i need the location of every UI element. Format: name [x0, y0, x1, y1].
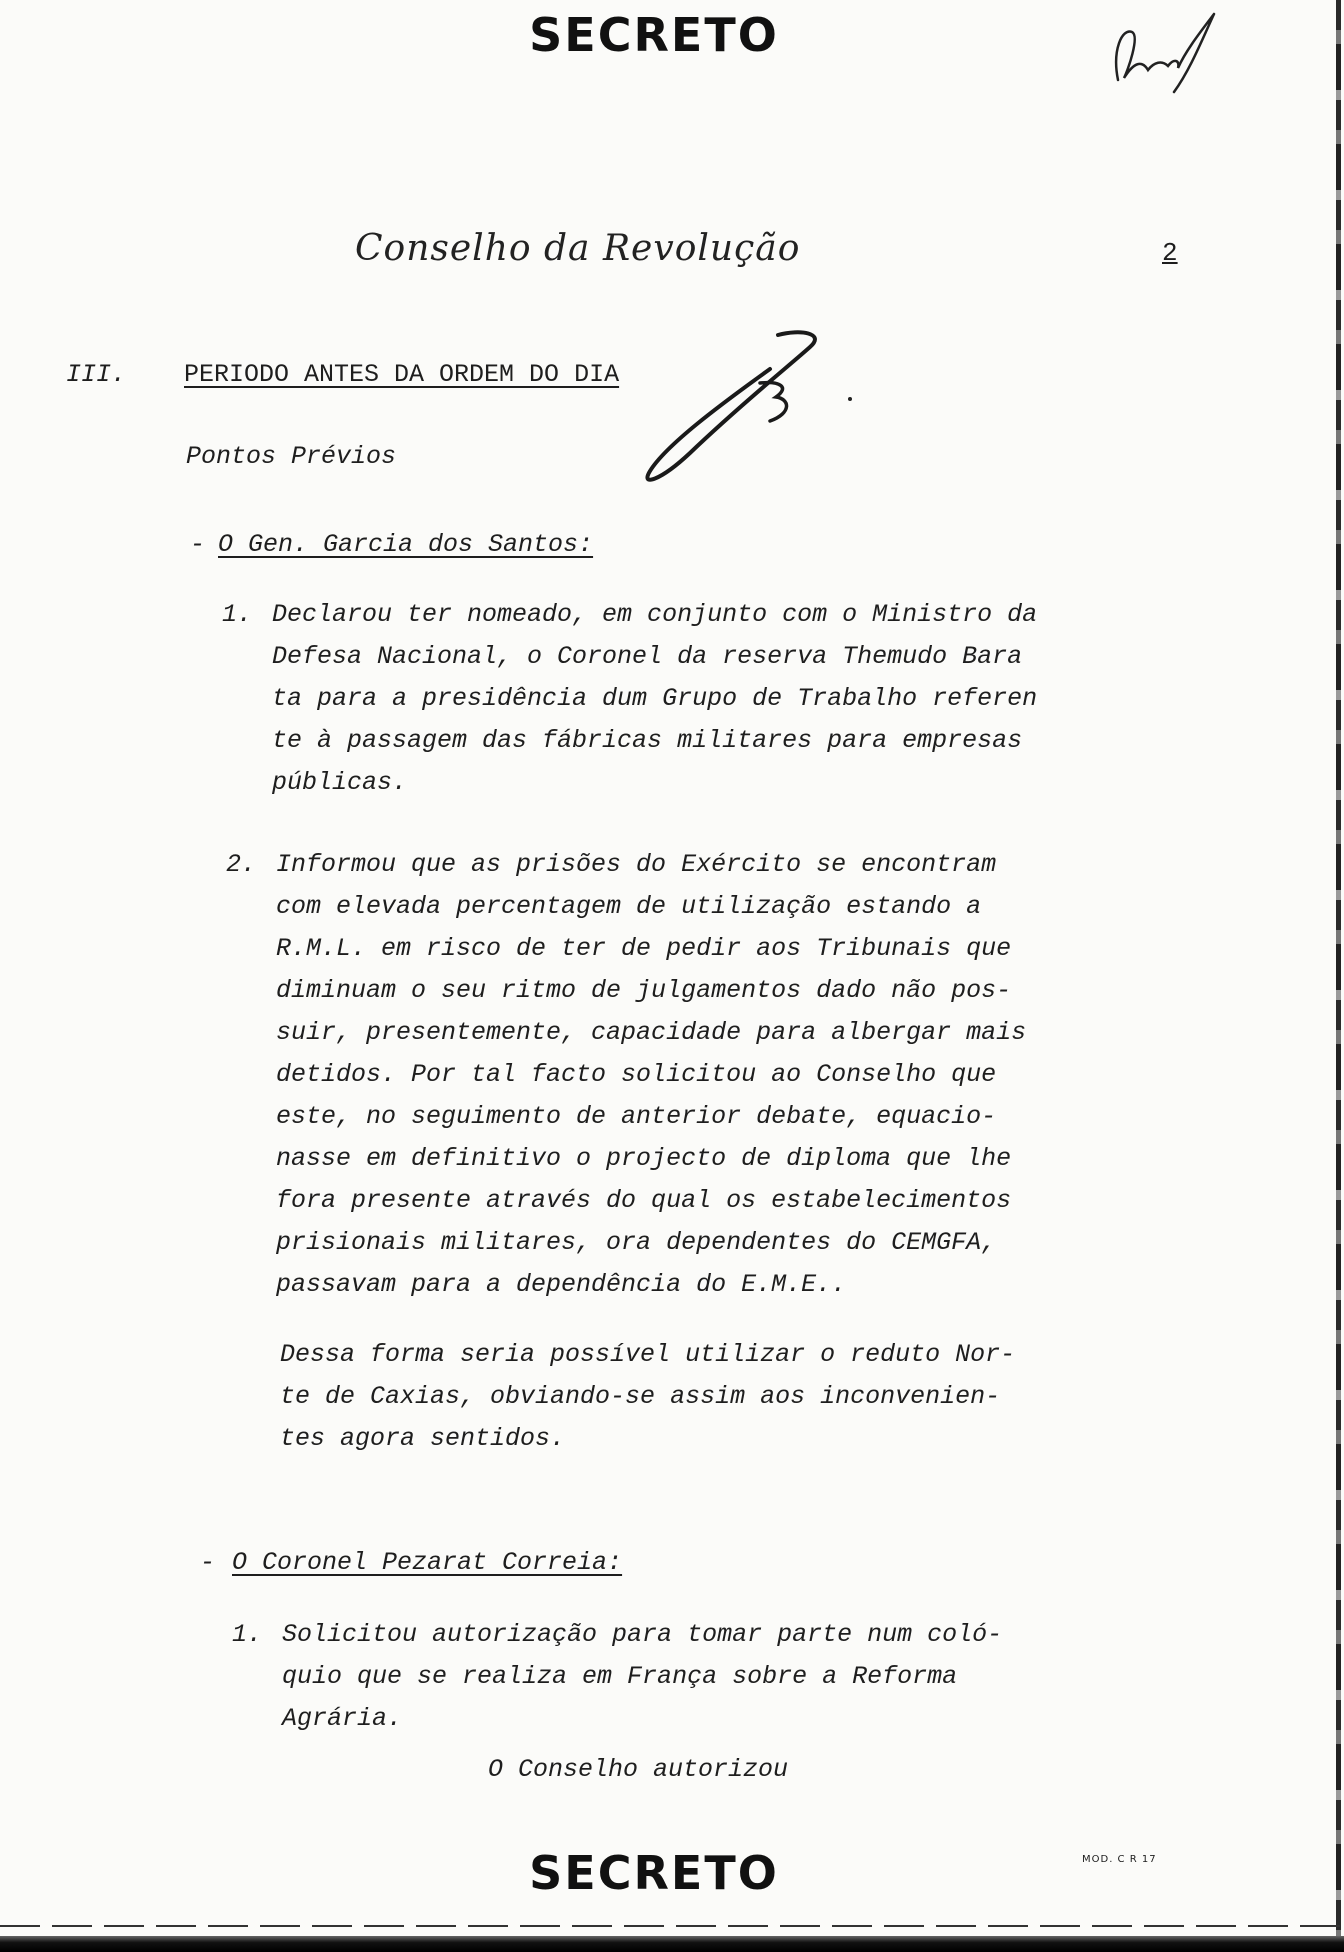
- text-line: suir, presentemente, capacidade para albergar mais: [276, 1018, 1027, 1047]
- text-line: Defesa Nacional, o Coronel da reserva Themudo Bara: [272, 642, 1023, 671]
- section-number: III.: [66, 360, 127, 389]
- scan-edge-line: [0, 1925, 1344, 1927]
- classification-stamp-top: SECRETO: [529, 8, 779, 62]
- text-line: ta para a presidência dum Grupo de Trabalho referen: [272, 684, 1038, 713]
- text-line: te de Caxias, obviando-se assim aos inconvenien-: [280, 1382, 1001, 1411]
- page-number: 2: [1162, 238, 1178, 268]
- section-title: PERIODO ANTES DA ORDEM DO DIA: [184, 360, 620, 389]
- speaker-name: O Gen. Garcia dos Santos:: [218, 530, 594, 559]
- text-line: este, no seguimento de anterior debate, equacio-: [276, 1102, 997, 1131]
- text-line: Dessa forma seria possível utilizar o reduto Nor-: [280, 1340, 1016, 1369]
- classification-stamp-bottom: SECRETO: [529, 1846, 779, 1900]
- text-line: Solicitou autorização para tomar parte num coló-: [282, 1620, 1003, 1649]
- item-number: 1.: [222, 600, 253, 629]
- speaker-dash: -: [200, 1548, 216, 1577]
- text-line: quio que se realiza em França sobre a Reforma: [282, 1662, 958, 1691]
- text-line: te à passagem das fábricas militares para empresas: [272, 726, 1023, 755]
- text-line: passavam para a dependência do E.M.E..: [276, 1270, 847, 1299]
- text-line: fora presente através do qual os estabelecimentos: [276, 1186, 1012, 1215]
- text-line: R.M.L. em risco de ter de pedir aos Tribunais que: [276, 934, 1012, 963]
- text-line: detidos. Por tal facto solicitou ao Conselho que: [276, 1060, 997, 1089]
- section-subtitle: Pontos Prévios: [186, 442, 397, 471]
- text-line: Agrária.: [282, 1704, 403, 1733]
- letterhead-title: Conselho da Revolução: [355, 228, 801, 269]
- text-line: Informou que as prisões do Exército se encontram: [276, 850, 997, 879]
- form-code: MOD. C R 17: [1082, 1854, 1157, 1865]
- text-line: Declarou ter nomeado, em conjunto com o Ministro da: [272, 600, 1038, 629]
- text-line: nasse em definitivo o projecto de diploma que lhe: [276, 1144, 1012, 1173]
- handwritten-signature-stroke: [630, 325, 860, 495]
- handwritten-initials-signature: [1110, 10, 1220, 100]
- speaker-dash: -: [190, 530, 206, 559]
- text-line: públicas.: [272, 768, 408, 797]
- item-number: 2.: [226, 850, 257, 879]
- text-line: tes agora sentidos.: [280, 1424, 566, 1453]
- item-number: 1.: [232, 1620, 263, 1649]
- scan-edge-bottom: [0, 1936, 1344, 1952]
- text-line: com elevada percentagem de utilização estando a: [276, 892, 982, 921]
- text-line: prisionais militares, ora dependentes do CEMGFA,: [276, 1228, 997, 1257]
- text-line: diminuam o seu ritmo de julgamentos dado não pos-: [276, 976, 1012, 1005]
- speaker-name: O Coronel Pezarat Correia:: [232, 1548, 623, 1577]
- decision-text: O Conselho autorizou: [488, 1755, 789, 1784]
- scan-edge-right: [1336, 0, 1341, 1952]
